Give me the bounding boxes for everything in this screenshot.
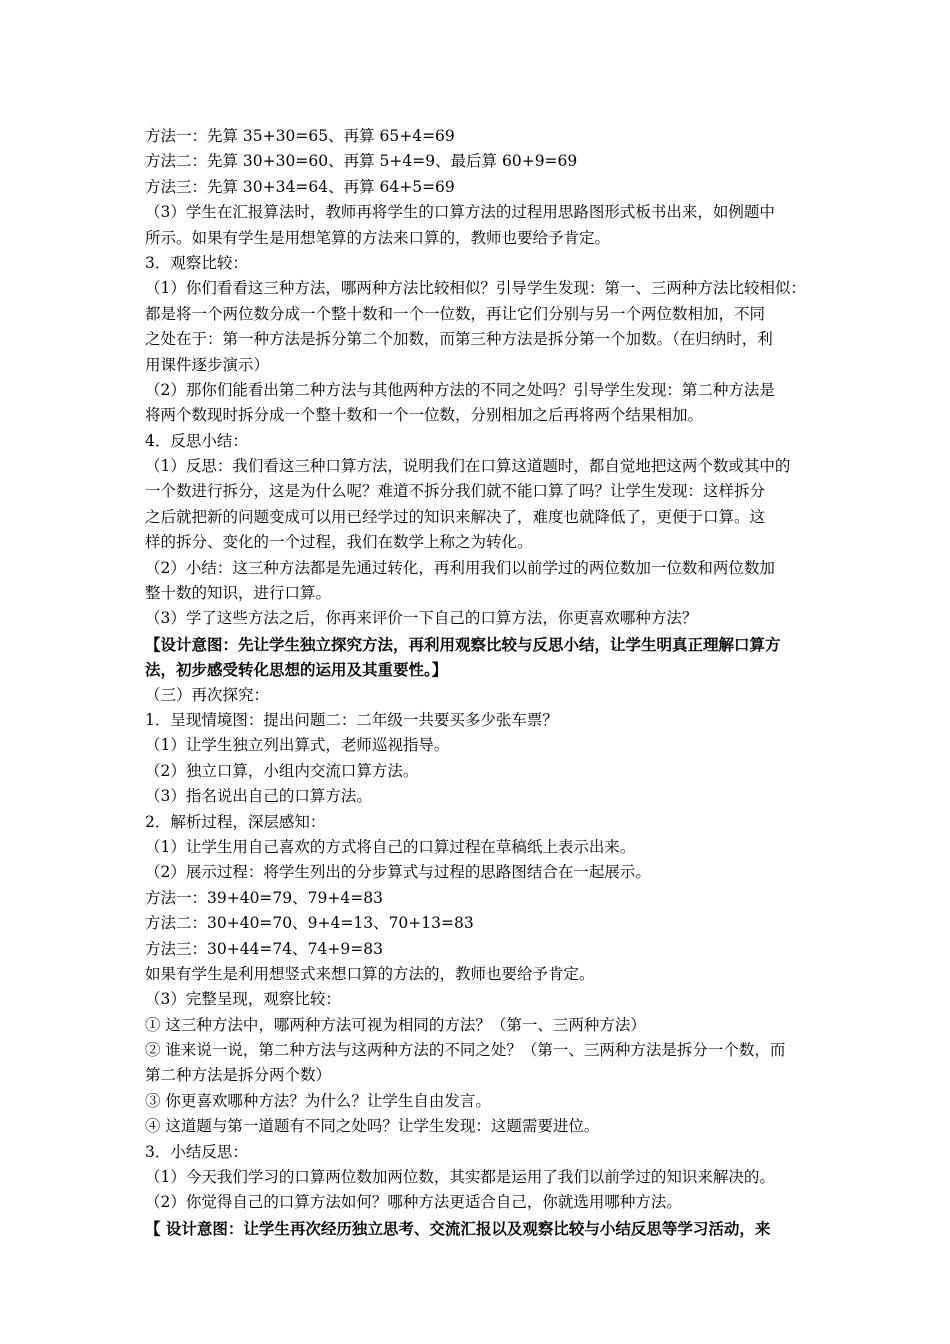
text-line: 之处在于：第一种方法是拆分第二个加数，而第三种方法是拆分第一个加数。（在归纳时，利 (145, 330, 773, 349)
text-line: （2）你觉得自己的口算方法如何？哪种方法更适合自己，你就选用哪种方法。 (145, 1193, 682, 1212)
text-line: ① 这三种方法中，哪两种方法可视为相同的方法？（第一、三两种方法） (145, 1015, 646, 1034)
text-line: 用课件逐步演示） (145, 355, 270, 374)
text-line: （2）独立口算，小组内交流口算方法。 (145, 761, 419, 780)
text-line: （1）你们看看这三种方法，哪两种方法比较相似？引导学生发现：第一、三两种方法比较相似： (145, 279, 806, 298)
text-line: （三）再次探究： (145, 685, 270, 704)
text-line: 如果有学生是利用想竖式来想口算的方法的，教师也要给予肯定。 (145, 964, 595, 983)
text-line: 4．反思小结： (145, 431, 248, 450)
text-line: 2．解析过程，深层感知： (145, 812, 326, 831)
text-line: 一个数进行拆分，这是为什么呢？难道不拆分我们就不能口算了吗？让学生发现：这样拆分 (145, 482, 766, 501)
text-line: ④ 这道题与第一道题有不同之处吗？让学生发现：这题需要进位。 (145, 1117, 600, 1136)
text-line: （1）让学生独立列出算式，老师巡视指导。 (145, 736, 450, 755)
text-line: 3．小结反思： (145, 1142, 248, 1161)
design-intent-line: 法，初步感受转化思想的运用及其重要性。】 (145, 660, 448, 680)
design-intent-line: 【 设计意图：让学生再次经历独立思考、交流汇报以及观察比较与小结反思等学习活动，来 (145, 1218, 771, 1238)
design-intent-line: 【设计意图：先让学生独立探究方法，再利用观察比较与反思小结，让学生明真正理解口算方 (145, 634, 781, 654)
text-line: 方法三：先算 30+34=64、再算 64+5=69 (145, 177, 455, 196)
text-line: 整十数的知识，进行口算。 (145, 584, 332, 603)
text-line: （3）学了这些方法之后，你再来评价一下自己的口算方法，你更喜欢哪种方法？ (145, 609, 698, 628)
text-line: （1）今天我们学习的口算两位数加两位数，其实都是运用了我们以前学过的知识来解决的。 (145, 1168, 775, 1187)
text-line: 将两个数现时拆分成一个整十数和一个一位数，分别相加之后再将两个结果相加。 (145, 406, 704, 425)
text-line: 方法二：30+40=70、9+4=13、70+13=83 (145, 914, 474, 933)
text-line: （3）完整呈现，观察比较： (145, 990, 341, 1009)
text-line: 方法一：39+40=79、79+4=83 (145, 888, 383, 907)
text-line: ② 谁来说一说，第二种方法与这两种方法的不同之处？（第一、三两种方法是拆分一个数，而 (145, 1041, 786, 1060)
text-line: （1）反思：我们看这三种口算方法，说明我们在口算这道题时，都自觉地把这两个数或其中的 (145, 457, 791, 476)
text-line: （3）指名说出自己的口算方法。 (145, 787, 372, 806)
text-line: 之后就把新的问题变成可以用已经学过的知识来解决了，难度也就降低了，更便于口算。这 (145, 507, 766, 526)
text-line: （2）小结：这三种方法都是先通过转化，再利用我们以前学过的两位数加一位数和两位数加 (145, 558, 775, 577)
text-line: 都是将一个两位数分成一个整十数和一个一位数，再让它们分别与另一个两位数相加，不同 (145, 304, 766, 323)
text-line: ③ 你更喜欢哪种方法？为什么？让学生自由发言。 (145, 1091, 491, 1110)
text-line: 样的拆分、变化的一个过程，我们在数学上称之为转化。 (145, 533, 533, 552)
text-line: 1．呈现情境图：提出问题二：二年级一共要买多少张车票？ (145, 710, 558, 729)
text-line: （1）让学生用自己喜欢的方式将自己的口算过程在草稿纸上表示出来。 (145, 837, 636, 856)
text-line: 3．观察比较： (145, 253, 248, 272)
text-line: 方法三：30+44=74、74+9=83 (145, 939, 383, 958)
text-line: 方法一：先算 35+30=65、再算 65+4=69 (145, 127, 455, 145)
text-line: 第二种方法是拆分两个数） (145, 1066, 332, 1085)
text-line: 所示。如果有学生是用想笔算的方法来口算的，教师也要给予肯定。 (145, 228, 611, 247)
text-line: 方法二：先算 30+30=60、再算 5+4=9、最后算 60+9=69 (145, 152, 578, 171)
text-line: （2）展示过程：将学生列出的分步算式与过程的思路图结合在一起展示。 (145, 863, 651, 882)
text-line: （3）学生在汇报算法时，教师再将学生的口算方法的过程用思路图形式板书出来，如例题中 (145, 203, 775, 222)
text-line: （2）那你们能看出第二种方法与其他两种方法的不同之处吗？引导学生发现：第二种方法是 (145, 380, 775, 399)
document-body (145, 124, 810, 1241)
